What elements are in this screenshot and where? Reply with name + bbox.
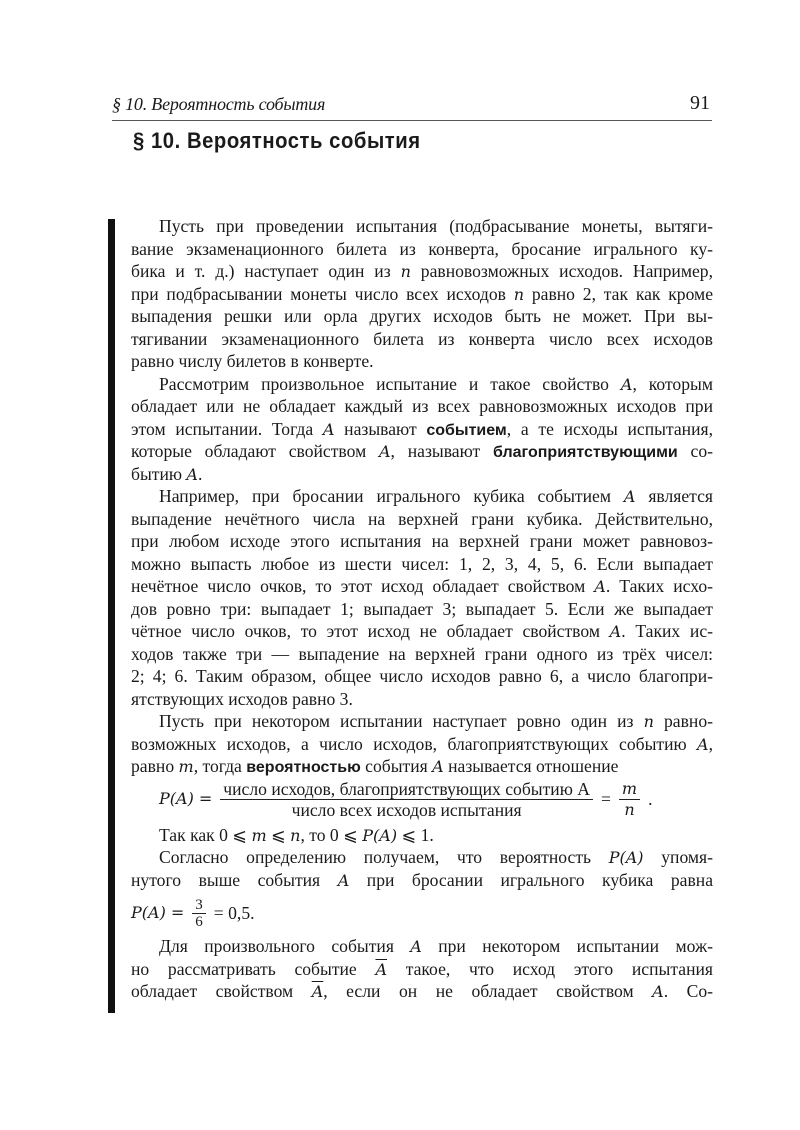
paragraph-3 bbox=[131, 485, 713, 710]
text-line: но рассматривать событие $\overline{A}$ такое, что исход этого испытания bbox=[131, 958, 713, 979]
text-line: ятствующих исходов равно 3. bbox=[131, 688, 353, 709]
text-line: 2; 4; 6. Таким образом, общее число исходов равно 6, а число благопри- bbox=[131, 666, 713, 686]
text-line: Например, при бросании игрального кубика событием A является bbox=[159, 486, 713, 506]
complement-event: $\overline{A}$ bbox=[375, 959, 387, 979]
text-line: тягивании экзаменационного билета из конверта число всех исходов bbox=[131, 328, 713, 349]
formula-lhs: P(A) = bbox=[159, 789, 213, 809]
text-line: при подбрасывании монеты число всех исходов n равно 2, так как кроме bbox=[131, 283, 713, 304]
term-probability: вероятностью bbox=[246, 759, 361, 776]
formula-fraction bbox=[220, 779, 593, 820]
text-line: Рассмотрим произвольное испытание и такое свойство A, которым bbox=[159, 373, 713, 394]
text-line: чётное число очков, то этот исход не обладает свойством A. Таких ис- bbox=[131, 621, 714, 641]
text-line: при любом исходе этого испытания на верхней грани может равновоз- bbox=[131, 531, 713, 551]
text-line: вание экзаменационного билета из конверта, бросание игрального ку- bbox=[131, 238, 713, 259]
text-line: выпадения решки или орла других исходов быть не может. При вы- bbox=[131, 306, 713, 326]
text-line: бика и т. д.) наступает один из n равновозможных исходов. Например, bbox=[131, 261, 713, 281]
text-line: дов ровно три: выпадает 1; выпадает 3; выпадает 5. Если же выпадает bbox=[131, 598, 713, 619]
paragraph-5 bbox=[131, 846, 713, 935]
paragraph-2 bbox=[131, 373, 713, 486]
text-line: этом испытании. Тогда A называют событием, а те исходы испытания, bbox=[131, 418, 713, 439]
formula-numerator: число исходов, благоприятствующих событию A bbox=[220, 779, 593, 800]
text-line: нечётное число очков, то этот исход обладает свойством A. Таких исхо- bbox=[131, 576, 713, 596]
dice-probability-formula: P(A) = $\frac{3}{6}$ = 0,5. bbox=[131, 896, 255, 930]
text-line: которые обладают свойством A, называют благоприятствующими со- bbox=[131, 441, 713, 461]
page-number: 91 bbox=[690, 92, 710, 114]
text-line: нутого выше события A при бросании игрального кубика равна bbox=[131, 869, 714, 890]
text-line: Пусть при проведении испытания (подбрасывание монеты, вытяги- bbox=[159, 216, 713, 236]
text-line: обладает или не обладает каждый из всех равновозможных исходов при bbox=[131, 396, 713, 416]
text-line: обладает свойством $\overline{A}$, если он не обладает свойством A. Со- bbox=[131, 981, 714, 1001]
text-line: выпадение нечётного числа на верхней грани кубика. Действительно, bbox=[131, 508, 713, 529]
formula-m-over-n: $\frac{m}{n}$ bbox=[619, 779, 640, 820]
formula-denominator: число всех исходов испытания bbox=[291, 800, 522, 820]
formula-equals: = bbox=[600, 789, 611, 810]
text-line: равно числу билетов в конверте. bbox=[131, 351, 374, 371]
paragraph-4 bbox=[131, 710, 713, 778]
text-line: можно выпасть любое из шести чисел: 1, 2, 3, 4, 5, 6. Если выпадает bbox=[131, 553, 713, 574]
fraction-3-6: $\frac{3}{6}$ bbox=[192, 897, 206, 930]
running-head bbox=[112, 94, 712, 121]
section-title: § 10. Вероятность события bbox=[133, 128, 421, 153]
text-line: бытию A. bbox=[131, 463, 203, 484]
text-line: ходов также три — выпадение на верхней грани одного из трёх чисел: bbox=[131, 643, 713, 664]
bounds-line: Так как 0 ⩽ m ⩽ n, то 0 ⩽ P(A) ⩽ 1. bbox=[159, 824, 434, 845]
body-text bbox=[131, 215, 713, 1003]
text-line: Согласно определению получаем, что вероятность P(A) упомя- bbox=[159, 847, 713, 867]
text-line: Пусть при некотором испытании наступает ровно один из n равно- bbox=[159, 711, 713, 731]
text-line: равно m, тогда вероятностью события A называется отношение bbox=[131, 756, 619, 776]
text-line: Для произвольного события A при некотором испытании мож- bbox=[159, 936, 713, 956]
term-event: событием bbox=[426, 421, 507, 439]
margin-bar bbox=[108, 219, 115, 1013]
text-line: возможных исходов, а число исходов, благоприятствующих событию A, bbox=[131, 733, 713, 754]
term-favorable: благоприятствующими bbox=[492, 444, 678, 461]
paragraph-6 bbox=[131, 935, 713, 1003]
complement-event: $\overline{A}$ bbox=[311, 982, 324, 1001]
paragraph-1 bbox=[131, 215, 713, 373]
probability-formula: P(A) = $\frac{\text{число исходов, благоприятствующих событию A}}{\text{число всех исходов испытания}}$ = $\frac{m}{n}$ . bbox=[159, 779, 653, 820]
running-title: § 10. Вероятность события bbox=[112, 94, 326, 114]
